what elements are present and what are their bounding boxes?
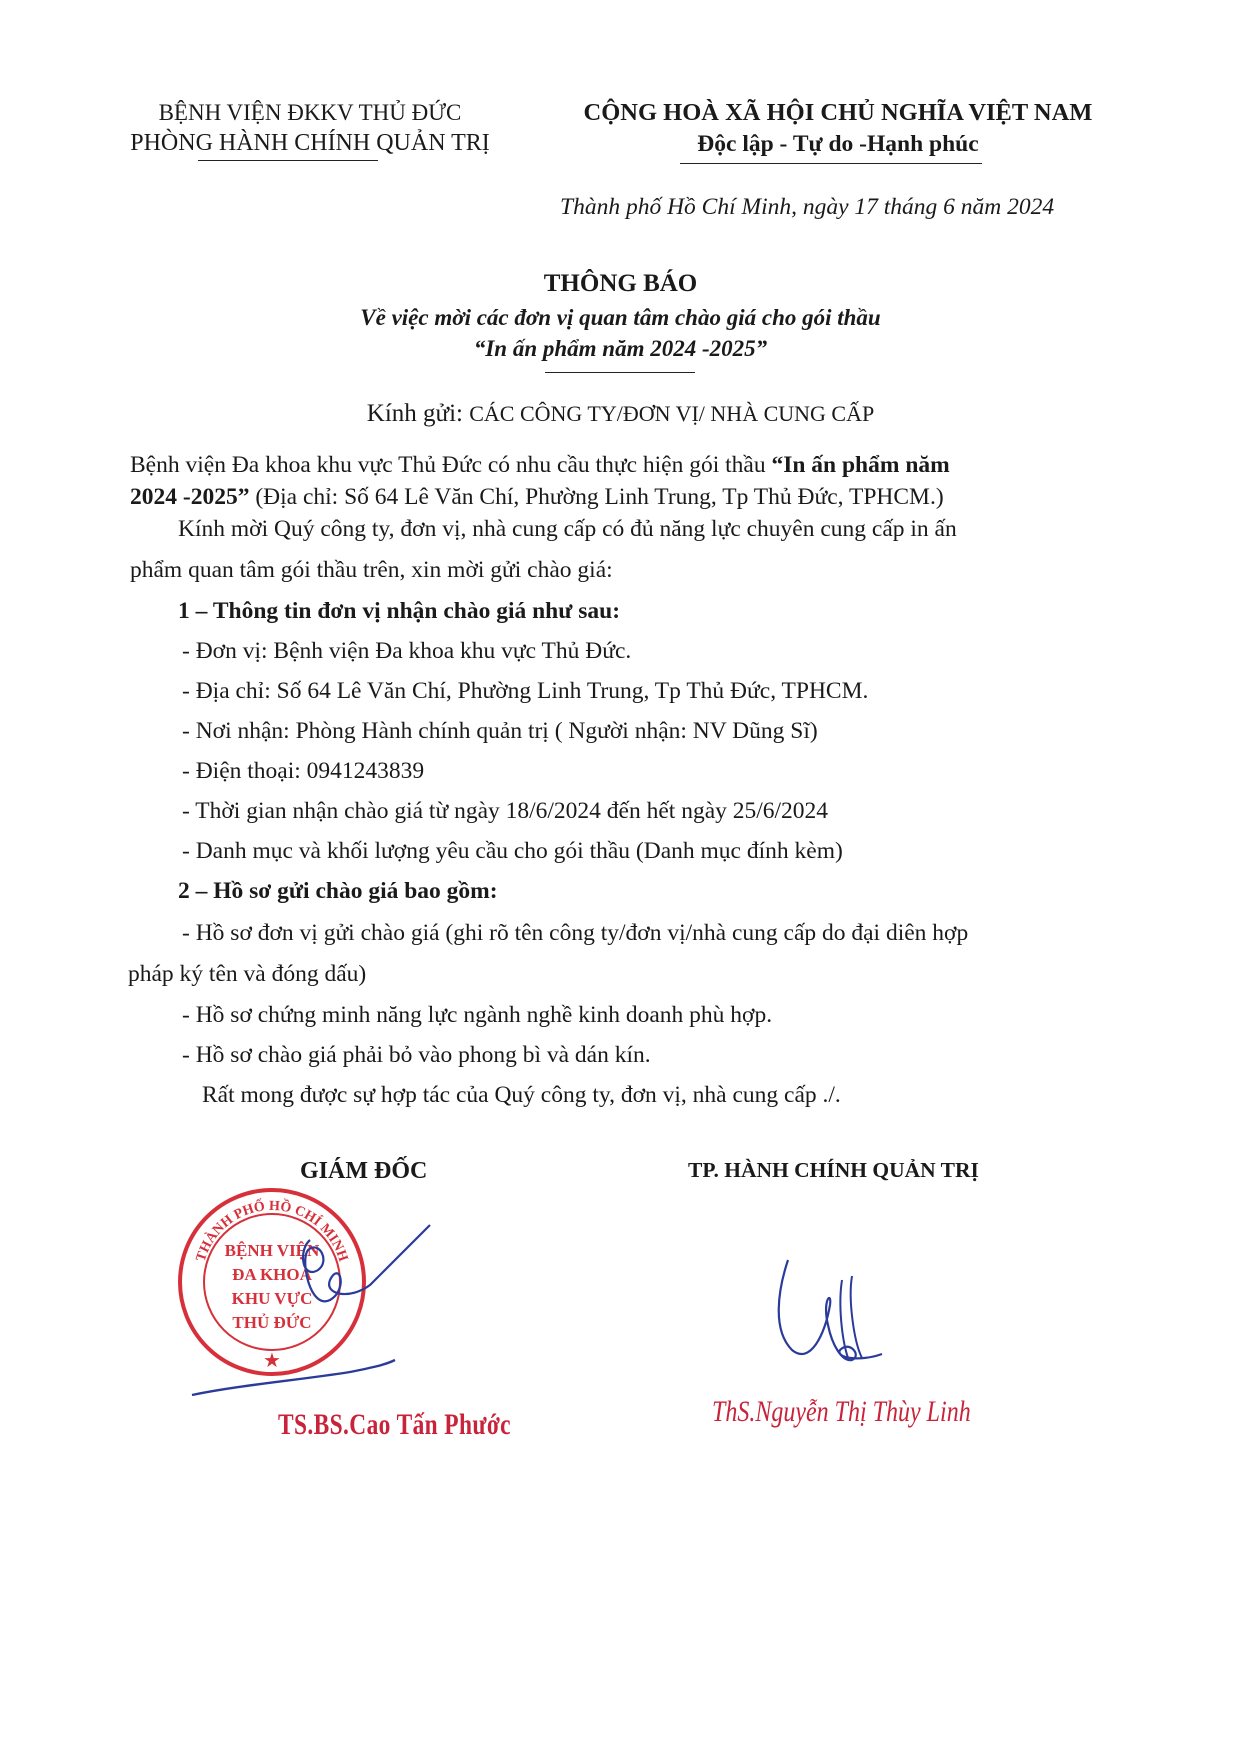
section-2-heading: 2 – Hồ sơ gửi chào giá bao gồm: — [178, 878, 498, 904]
list-item: - Hồ sơ chào giá phải bỏ vào phong bì và dán kín. — [182, 1042, 651, 1068]
list-item: - Điện thoại: 0941243839 — [182, 758, 425, 784]
svg-text:★: ★ — [263, 1350, 281, 1372]
left-signer-name: TS.BS.Cao Tấn Phước — [278, 1408, 511, 1441]
stamp-line-4: THỦ ĐỨC — [232, 1313, 312, 1332]
date-line: Thành phố Hồ Chí Minh, ngày 17 tháng 6 năm 2024 — [560, 194, 1055, 220]
org-line-1: BỆNH VIỆN ĐKKV THỦ ĐỨC — [158, 100, 462, 125]
stamp-line-2: ĐA KHOA — [232, 1265, 312, 1284]
intro-text-1: Bệnh viện Đa khoa khu vực Thủ Đức có nhu cầu thực hiện gói thầu — [130, 452, 772, 478]
stamp-line-1: BỆNH VIỆN — [224, 1241, 320, 1260]
list-item: - Hồ sơ đơn vị gửi chào giá (ghi rõ tên công ty/đơn vị/nhà cung cấp do đại diên hợp — [182, 920, 969, 946]
nation-line-2: Độc lập - Tự do -Hạnh phúc — [697, 131, 979, 157]
intro-line-1 — [130, 452, 950, 479]
org-underline — [198, 160, 378, 161]
stamp-line-3: KHU VỰC — [231, 1289, 313, 1308]
list-item: - Đơn vị: Bệnh viện Đa khoa khu vực Thủ Đức. — [182, 638, 632, 664]
list-item-continuation: pháp ký tên và đóng dấu) — [128, 961, 367, 987]
section-1-heading: 1 – Thông tin đơn vị nhận chào giá như sau: — [178, 598, 621, 624]
nation-line-1: CỘNG HOÀ XÃ HỘI CHỦ NGHĨA VIỆT NAM — [583, 99, 1093, 126]
page-title: THÔNG BÁO — [543, 270, 698, 297]
left-signer-title: GIÁM ĐỐC — [300, 1158, 428, 1184]
left-signature-icon — [180, 1200, 440, 1410]
list-item: - Thời gian nhận chào giá từ ngày 18/6/2024 đến hết ngày 25/6/2024 — [182, 798, 829, 824]
intro-text-2: (Địa chỉ: Số 64 Lê Văn Chí, Phường Linh Trung, Tp Thủ Đức, TPHCM.) — [249, 484, 944, 510]
closing-line: Rất mong được sự hợp tác của Quý công ty, đơn vị, nhà cung cấp ./. — [202, 1082, 841, 1108]
org-line-2: PHÒNG HÀNH CHÍNH QUẢN TRỊ — [130, 130, 490, 156]
list-item: - Danh mục và khối lượng yêu cầu cho gói thầu (Danh mục đính kèm) — [182, 838, 843, 864]
right-signer-name: ThS.Nguyễn Thị Thùy Linh — [712, 1395, 971, 1428]
recipient-prefix: Kính gửi: — [366, 400, 470, 427]
title-underline — [545, 372, 695, 373]
recipient-line — [0, 400, 1241, 428]
stamp-arc-text: THÀNH PHỐ HỒ CHÍ MINH — [193, 1198, 351, 1264]
list-item: - Nơi nhận: Phòng Hành chính quản trị ( Người nhận: NV Dũng Sĩ) — [182, 718, 818, 744]
intro-bold-2: 2024 -2025” — [130, 484, 250, 510]
title-subtitle-1: Về việc mời các đơn vị quan tâm chào giá cho gói thầu — [360, 305, 881, 330]
recipient-value: CÁC CÔNG TY/ĐƠN VỊ/ NHÀ CUNG CẤP — [469, 401, 875, 426]
right-signer-title: TP. HÀNH CHÍNH QUẢN TRỊ — [688, 1158, 979, 1182]
list-item: - Địa chỉ: Số 64 Lê Văn Chí, Phường Linh Trung, Tp Thủ Đức, TPHCM. — [182, 678, 869, 704]
right-signature-icon — [770, 1250, 910, 1380]
title-subtitle-2: “In ấn phẩm năm 2024 -2025” — [473, 336, 768, 361]
motto-underline — [680, 163, 982, 164]
intro-bold-1: “In ấn phẩm năm — [771, 452, 950, 478]
intro-line-2 — [130, 484, 944, 511]
intro-para-2-line-1: Kính mời Quý công ty, đơn vị, nhà cung cấp có đủ năng lực chuyên cung cấp in ấn — [178, 516, 957, 542]
list-item: - Hồ sơ chứng minh năng lực ngành nghề kinh doanh phù hợp. — [182, 1002, 773, 1028]
intro-para-2-line-2: phẩm quan tâm gói thầu trên, xin mời gửi chào giá: — [130, 557, 613, 583]
